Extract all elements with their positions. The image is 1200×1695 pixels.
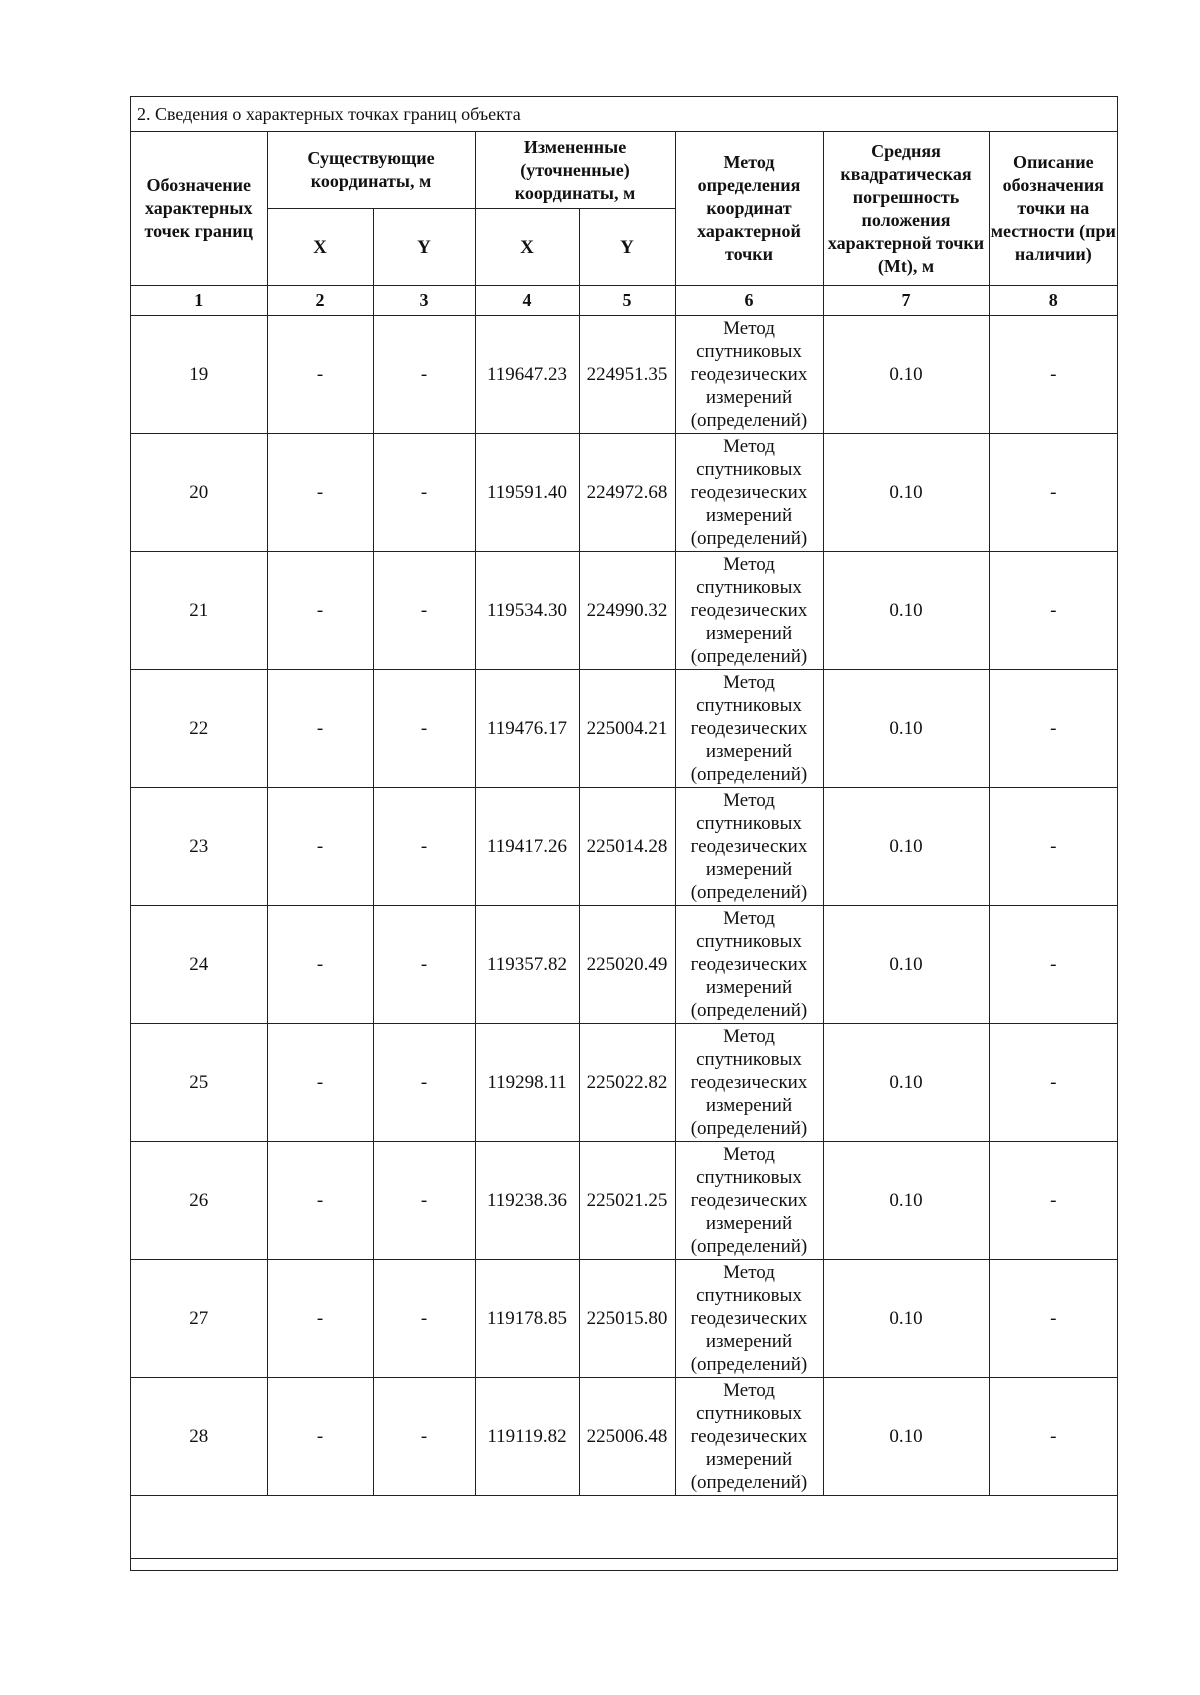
error-cell: 0.10 bbox=[823, 552, 989, 670]
description-cell: - bbox=[989, 316, 1117, 434]
method-line: геодезических bbox=[690, 718, 808, 739]
method-line: (определений) bbox=[690, 646, 808, 667]
description-cell: - bbox=[989, 1378, 1117, 1496]
method-line: Метод bbox=[723, 672, 775, 693]
method-cell bbox=[675, 316, 823, 434]
method-line: Метод bbox=[723, 318, 775, 339]
method-line: измерений bbox=[705, 1095, 793, 1116]
empty-footer-cell bbox=[131, 1496, 1117, 1559]
table-row bbox=[131, 1142, 1117, 1260]
method-line: (определений) bbox=[690, 1000, 808, 1021]
method-line: спутниковых bbox=[696, 1285, 802, 1306]
method-line: геодезических bbox=[690, 600, 808, 621]
changed-x-cell: 119119.82 bbox=[475, 1378, 579, 1496]
existing-y-cell: - bbox=[373, 316, 475, 434]
header-existing-x: X bbox=[267, 209, 373, 286]
method-line: геодезических bbox=[690, 954, 808, 975]
method-cell bbox=[675, 1142, 823, 1260]
method-line: измерений bbox=[705, 623, 793, 644]
changed-y-cell: 225006.48 bbox=[579, 1378, 675, 1496]
changed-x-cell: 119476.17 bbox=[475, 670, 579, 788]
method-cell bbox=[675, 552, 823, 670]
description-cell: - bbox=[989, 670, 1117, 788]
existing-x-cell: - bbox=[267, 788, 373, 906]
method-line: геодезических bbox=[690, 1308, 808, 1329]
existing-y-cell: - bbox=[373, 1378, 475, 1496]
changed-x-cell: 119647.23 bbox=[475, 316, 579, 434]
changed-y-cell: 225014.28 bbox=[579, 788, 675, 906]
method-line: измерений bbox=[705, 1331, 793, 1352]
error-cell: 0.10 bbox=[823, 1260, 989, 1378]
point-designation-cell: 22 bbox=[131, 670, 267, 788]
header-existing-coordinates: Существующие координаты, м bbox=[267, 132, 475, 209]
changed-y-cell: 225021.25 bbox=[579, 1142, 675, 1260]
method-line: измерений bbox=[705, 859, 793, 880]
existing-y-cell: - bbox=[373, 434, 475, 552]
method-line: геодезических bbox=[690, 1072, 808, 1093]
description-cell: - bbox=[989, 788, 1117, 906]
method-line: спутниковых bbox=[696, 577, 802, 598]
method-line: измерений bbox=[705, 505, 793, 526]
existing-y-cell: - bbox=[373, 906, 475, 1024]
existing-x-cell: - bbox=[267, 434, 373, 552]
changed-x-cell: 119357.82 bbox=[475, 906, 579, 1024]
method-line: спутниковых bbox=[696, 813, 802, 834]
column-number: 3 bbox=[373, 286, 475, 316]
method-line: (определений) bbox=[690, 528, 808, 549]
empty-footer-row bbox=[131, 1496, 1117, 1559]
column-number: 8 bbox=[989, 286, 1117, 316]
header-existing-y: Y bbox=[373, 209, 475, 286]
header-changed-x: X bbox=[475, 209, 579, 286]
existing-x-cell: - bbox=[267, 1024, 373, 1142]
column-number: 4 bbox=[475, 286, 579, 316]
method-cell bbox=[675, 1260, 823, 1378]
error-cell: 0.10 bbox=[823, 906, 989, 1024]
point-designation-cell: 24 bbox=[131, 906, 267, 1024]
error-cell: 0.10 bbox=[823, 1142, 989, 1260]
changed-y-cell: 225020.49 bbox=[579, 906, 675, 1024]
method-cell bbox=[675, 906, 823, 1024]
method-line: измерений bbox=[705, 977, 793, 998]
existing-x-cell: - bbox=[267, 316, 373, 434]
method-line: измерений bbox=[705, 1449, 793, 1470]
changed-x-cell: 119298.11 bbox=[475, 1024, 579, 1142]
table-row bbox=[131, 434, 1117, 552]
table-row bbox=[131, 1024, 1117, 1142]
method-line: геодезических bbox=[690, 364, 808, 385]
section-title-row bbox=[131, 97, 1117, 132]
point-designation-cell: 25 bbox=[131, 1024, 267, 1142]
existing-y-cell: - bbox=[373, 1024, 475, 1142]
changed-x-cell: 119178.85 bbox=[475, 1260, 579, 1378]
existing-x-cell: - bbox=[267, 670, 373, 788]
method-line: Метод bbox=[723, 436, 775, 457]
method-line: Метод bbox=[723, 1144, 775, 1165]
method-line: Метод bbox=[723, 1262, 775, 1283]
changed-x-cell: 119238.36 bbox=[475, 1142, 579, 1260]
method-line: Метод bbox=[723, 1026, 775, 1047]
method-line: спутниковых bbox=[696, 1049, 802, 1070]
changed-y-cell: 225022.82 bbox=[579, 1024, 675, 1142]
header-description: Описание обозначения точки на местности (при наличии) bbox=[989, 132, 1117, 286]
method-line: спутниковых bbox=[696, 1403, 802, 1424]
changed-y-cell: 224951.35 bbox=[579, 316, 675, 434]
changed-x-cell: 119534.30 bbox=[475, 552, 579, 670]
point-designation-cell: 19 bbox=[131, 316, 267, 434]
existing-y-cell: - bbox=[373, 552, 475, 670]
method-line: спутниковых bbox=[696, 695, 802, 716]
existing-x-cell: - bbox=[267, 1260, 373, 1378]
method-line: геодезических bbox=[690, 836, 808, 857]
method-cell bbox=[675, 434, 823, 552]
header-error: Средняя квадратическая погрешность положения характерной точки (Mt), м bbox=[823, 132, 989, 286]
existing-x-cell: - bbox=[267, 1378, 373, 1496]
header-changed-y: Y bbox=[579, 209, 675, 286]
point-designation-cell: 23 bbox=[131, 788, 267, 906]
method-line: Метод bbox=[723, 554, 775, 575]
table-row bbox=[131, 670, 1117, 788]
changed-x-cell: 119417.26 bbox=[475, 788, 579, 906]
changed-x-cell: 119591.40 bbox=[475, 434, 579, 552]
header-changed-coordinates: Измененные (уточненные) координаты, м bbox=[475, 132, 675, 209]
method-line: спутниковых bbox=[696, 341, 802, 362]
method-line: (определений) bbox=[690, 410, 808, 431]
existing-y-cell: - bbox=[373, 788, 475, 906]
error-cell: 0.10 bbox=[823, 1024, 989, 1142]
method-line: измерений bbox=[705, 1213, 793, 1234]
method-line: Метод bbox=[723, 908, 775, 929]
table-row bbox=[131, 1260, 1117, 1378]
method-line: спутниковых bbox=[696, 459, 802, 480]
header-designation: Обозначение характерных точек границ bbox=[131, 132, 267, 286]
description-cell: - bbox=[989, 434, 1117, 552]
existing-x-cell: - bbox=[267, 906, 373, 1024]
method-line: (определений) bbox=[690, 882, 808, 903]
document-sheet bbox=[130, 96, 1118, 1571]
method-line: измерений bbox=[705, 741, 793, 762]
existing-x-cell: - bbox=[267, 1142, 373, 1260]
point-designation-cell: 26 bbox=[131, 1142, 267, 1260]
table-row bbox=[131, 552, 1117, 670]
column-number: 2 bbox=[267, 286, 373, 316]
error-cell: 0.10 bbox=[823, 670, 989, 788]
method-line: спутниковых bbox=[696, 1167, 802, 1188]
column-number: 6 bbox=[675, 286, 823, 316]
description-cell: - bbox=[989, 1024, 1117, 1142]
point-designation-cell: 27 bbox=[131, 1260, 267, 1378]
header-method: Метод определения координат характерной точки bbox=[675, 132, 823, 286]
existing-y-cell: - bbox=[373, 1142, 475, 1260]
changed-y-cell: 225004.21 bbox=[579, 670, 675, 788]
method-cell bbox=[675, 1378, 823, 1496]
changed-y-cell: 224972.68 bbox=[579, 434, 675, 552]
method-line: геодезических bbox=[690, 1190, 808, 1211]
method-line: Метод bbox=[723, 1380, 775, 1401]
method-line: Метод bbox=[723, 790, 775, 811]
table-row bbox=[131, 316, 1117, 434]
point-designation-cell: 20 bbox=[131, 434, 267, 552]
description-cell: - bbox=[989, 1260, 1117, 1378]
method-line: (определений) bbox=[690, 1354, 808, 1375]
existing-x-cell: - bbox=[267, 552, 373, 670]
method-line: (определений) bbox=[690, 1236, 808, 1257]
header-row-top bbox=[131, 132, 1117, 209]
column-number-row bbox=[131, 286, 1117, 316]
error-cell: 0.10 bbox=[823, 434, 989, 552]
description-cell: - bbox=[989, 552, 1117, 670]
existing-y-cell: - bbox=[373, 670, 475, 788]
table-row bbox=[131, 1378, 1117, 1496]
description-cell: - bbox=[989, 1142, 1117, 1260]
column-number: 7 bbox=[823, 286, 989, 316]
table-row bbox=[131, 906, 1117, 1024]
method-line: (определений) bbox=[690, 1118, 808, 1139]
error-cell: 0.10 bbox=[823, 1378, 989, 1496]
method-line: измерений bbox=[705, 387, 793, 408]
point-designation-cell: 28 bbox=[131, 1378, 267, 1496]
description-cell: - bbox=[989, 906, 1117, 1024]
column-number: 5 bbox=[579, 286, 675, 316]
method-line: геодезических bbox=[690, 482, 808, 503]
method-line: спутниковых bbox=[696, 931, 802, 952]
column-number: 1 bbox=[131, 286, 267, 316]
method-cell bbox=[675, 1024, 823, 1142]
table-row bbox=[131, 788, 1117, 906]
method-line: геодезических bbox=[690, 1426, 808, 1447]
error-cell: 0.10 bbox=[823, 788, 989, 906]
point-designation-cell: 21 bbox=[131, 552, 267, 670]
method-line: (определений) bbox=[690, 1472, 808, 1493]
method-line: (определений) bbox=[690, 764, 808, 785]
changed-y-cell: 224990.32 bbox=[579, 552, 675, 670]
changed-y-cell: 225015.80 bbox=[579, 1260, 675, 1378]
method-cell bbox=[675, 670, 823, 788]
section-title: 2. Сведения о характерных точках границ объекта bbox=[131, 97, 1117, 132]
existing-y-cell: - bbox=[373, 1260, 475, 1378]
boundary-points-table bbox=[131, 97, 1117, 1559]
method-cell bbox=[675, 788, 823, 906]
error-cell: 0.10 bbox=[823, 316, 989, 434]
